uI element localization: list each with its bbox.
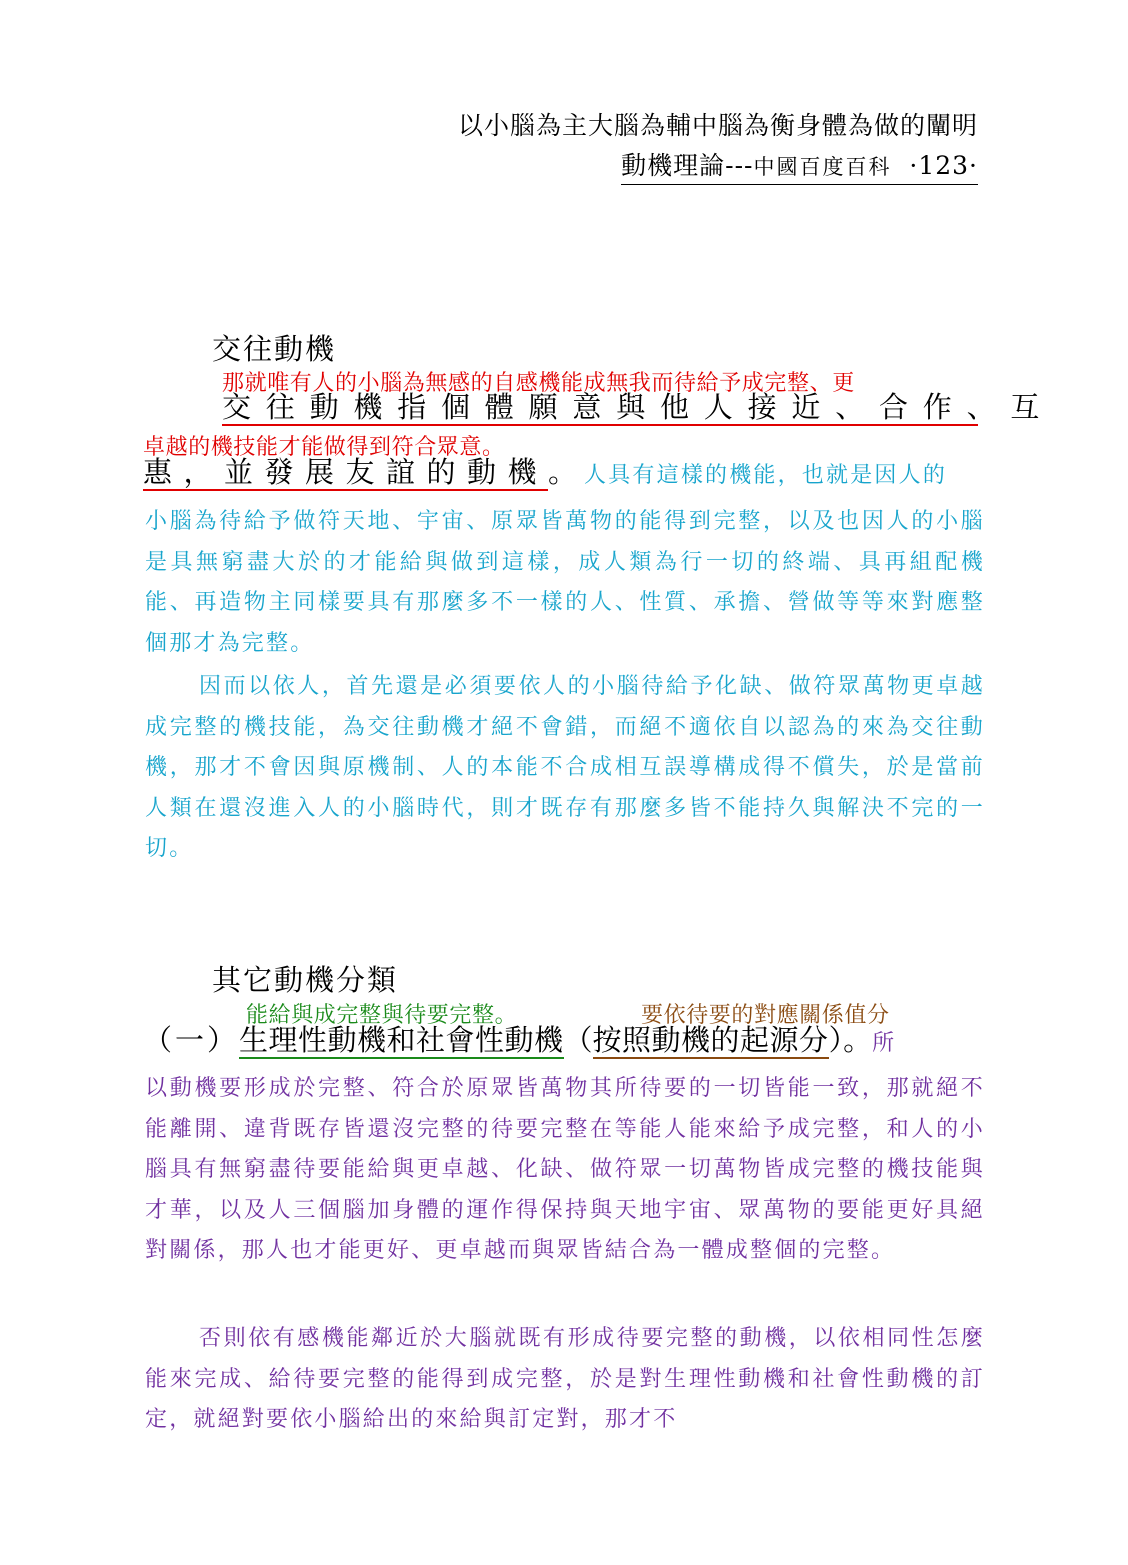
body-paragraph-3-text: 以動機要形成於完整、符合於原眾皆萬物其所待要的一切皆能一致，那就絕不能離開、違背既存皆還沒完整的待要完整在等能人能來給予成完整，和人的小腦具有無窮盡待要能給與更卓越、化缺、做符眾一切萬物皆成完整的機技能與才華，以及人三個腦加身體的運作得保持與天地宇宙、眾萬物的要能更好具絕對關係，那人也才能更好、更卓越而與眾皆結合為一體成整個的完整。 <box>145 1076 985 1263</box>
item-title: 生理性動機和社會性動機 <box>239 1023 564 1057</box>
body-paragraph-2-text: 因而以依人，首先還是必須要依人的小腦待給予化缺、做符眾萬物更卓越成完整的機技能，為交往動機才絕不會錯，而絕不適依自以認為的來為交往動機，那才不會因與原機制、人的本能不合成相互誤導構成得不償失，於是當前人類在還沒進入人的小腦時代，則才既存有那麼多皆不能持久與解決不完的一切。 <box>145 674 985 861</box>
body-paragraph-4-text: 否則依有感機能鄰近於大腦就既有形成待要完整的動機，以依相同性怎麼能來完成、給待要完整的能得到成完整，於是對生理性動機和社會性動機的訂定，就絕對要依小腦給出的來給與訂定對，那才不 <box>145 1326 985 1432</box>
definition-line-1: 交往動機指個體願意與他人接近、合作、互 <box>222 390 1055 424</box>
body-paragraph-1 <box>145 502 985 664</box>
running-header-title: 以小腦為主大腦為輔中腦為衡身體為做的闡明 <box>457 111 978 140</box>
item-basis: 按照動機的起源分 <box>592 1023 829 1057</box>
definition-line-2-row <box>143 455 947 493</box>
annotation-green: 能給與成完整與待要完整。 <box>246 1003 518 1028</box>
body-paragraph-2 <box>145 667 985 870</box>
header-source: 中國百度百科 <box>753 155 892 179</box>
body-paragraph-1-text: 小腦為待給予做符天地、宇宙、原眾皆萬物的能得到完整，以及也因人的小腦是具無窮盡大於的才能給與做到這樣，成人類為行一切的終端、具再組配機能、再造物主同樣要具有那麼多不一樣的人、性質、承擔、營做等等來對應整個那才為完整。 <box>145 509 985 656</box>
section-heading-social-motivation: 交往動機 <box>212 332 337 366</box>
annotation-red-2: 卓越的機技能才能做得到符合眾意。 <box>143 435 505 460</box>
paren-close: ）。 <box>828 1023 873 1057</box>
annotation-brown: 要依待要的對應關係值分 <box>641 1003 890 1028</box>
definition-period: 。 <box>548 455 578 489</box>
body-text-start-2: 所 <box>872 1031 895 1056</box>
definition-line-2: 惠，並發展友誼的動機 <box>143 455 549 489</box>
classification-item-row <box>143 1022 894 1063</box>
item-number: （一） <box>143 1023 240 1057</box>
body-paragraph-3 <box>145 1069 985 1272</box>
annotation-red-1: 那就唯有人的小腦為無感的自感機能成無我而待給予成完整、更 <box>222 371 855 396</box>
page-number: ·123· <box>909 151 978 180</box>
body-text-start: 人具有這樣的機能，也就是因人的 <box>584 463 948 488</box>
running-header-subtitle <box>621 146 978 185</box>
section-heading-other-classification: 其它動機分類 <box>212 963 399 997</box>
header-subtitle-main: 動機理論--- <box>621 151 754 180</box>
paren-open: （ <box>563 1023 593 1057</box>
body-paragraph-4 <box>145 1319 985 1441</box>
